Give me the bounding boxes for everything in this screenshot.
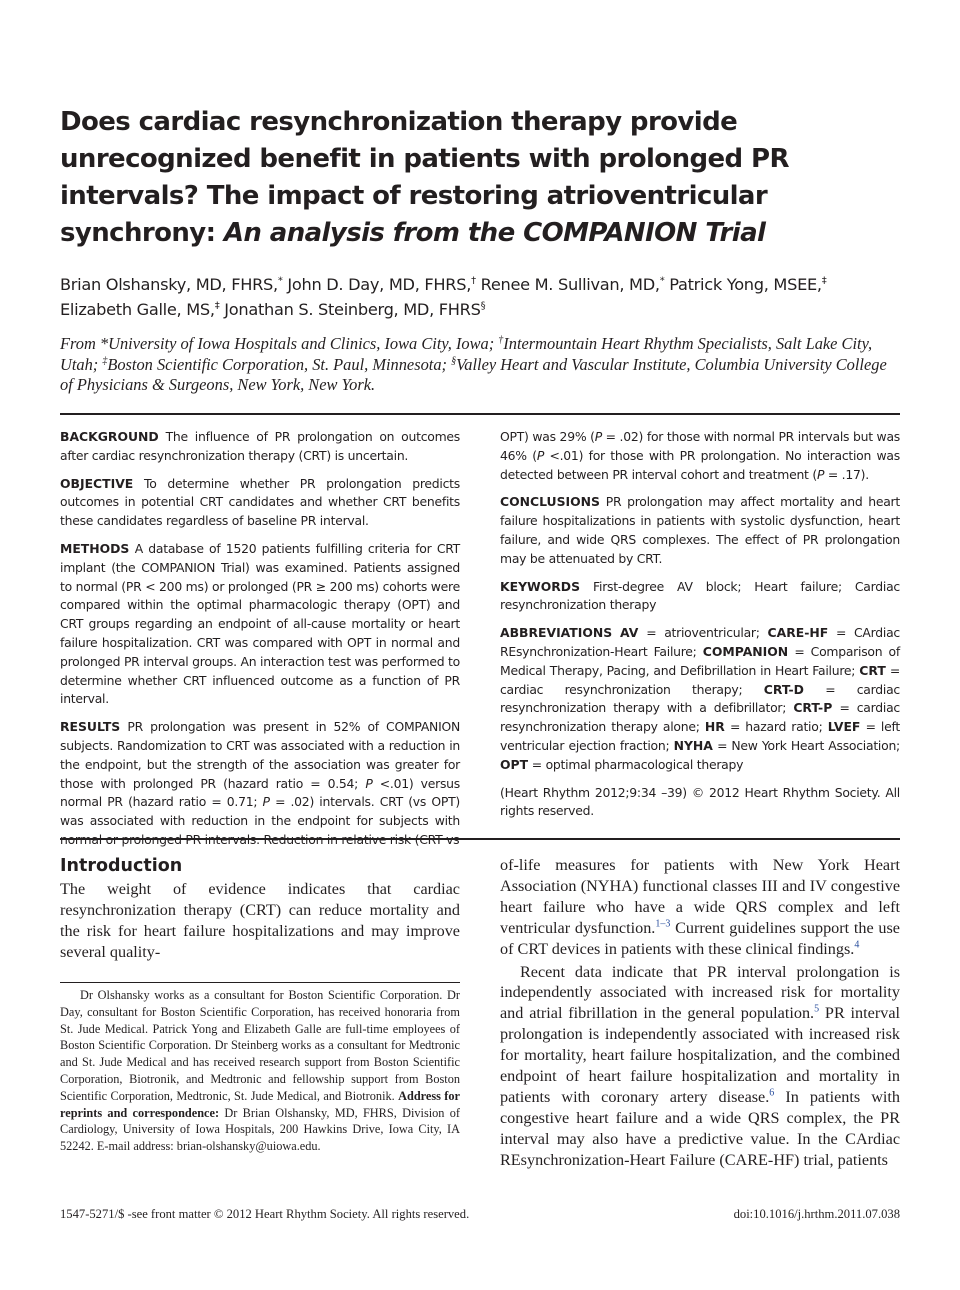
section-head: BACKGROUND — [60, 429, 159, 444]
results-continued — [500, 429, 900, 482]
abstract-right-column — [500, 428, 900, 821]
section-head: KEYWORDS — [500, 578, 580, 594]
abbrev-def: = hazard ratio; — [724, 719, 828, 735]
abstract-objective — [60, 475, 460, 531]
author-disclosure-footnote — [60, 987, 460, 1155]
author-yong: Patrick Yong, MSEE, — [664, 275, 822, 294]
body-text: Recent data indicate that PR interval prolongation is independently associated with increased risk for mortality and atrial fibrillation in the general population. — [500, 962, 900, 1023]
abstract-results-cont — [500, 428, 900, 484]
section-head: OBJECTIVE — [60, 475, 134, 491]
affil-mark: ‡ — [102, 355, 108, 367]
section-text: The influence of PR prolongation on outcomes after cardiac resynchronization therapy (CRT) is uncertain. — [60, 429, 460, 463]
title-italic: An analysis from the COMPANION Trial — [223, 218, 766, 248]
abstract-background — [60, 428, 460, 466]
p-symbol: P — [594, 429, 602, 444]
abstract-top-rule — [60, 413, 900, 415]
author-sullivan: Renee M. Sullivan, MD, — [475, 275, 660, 294]
abbrev-term: CARE-HF — [767, 625, 829, 641]
author-olshansky: Brian Olshansky, MD, FHRS, — [60, 275, 278, 294]
section-heading-introduction: Introduction — [60, 856, 183, 876]
affil-mark: † — [498, 334, 504, 346]
affil-intermountain: Intermountain Heart Rhythm Specialists, Salt Lake City, Utah; — [60, 334, 873, 374]
abstract-abbreviations — [500, 624, 900, 774]
affil-mark: † — [471, 275, 476, 287]
affil-boston: Boston Scientific Corporation, St. Paul, Minnesota; — [107, 354, 452, 374]
section-text: PR prolongation may affect mortality and heart failure hospitalizations in patients with systolic dysfunction, heart failure, and wide QRS complexes. The effect of PR prolongation may be attenuated by CRT. — [500, 494, 900, 566]
abbrev-term: COMPANION — [702, 643, 789, 659]
abbrev-def: = left ventricular ejection fraction; — [500, 719, 900, 753]
affiliations — [60, 334, 890, 396]
reference-link[interactable]: 4 — [854, 939, 860, 951]
intro-paragraph-left: The weight of evidence indicates that cardiac resynchronization therapy (CRT) can reduce mortality and the risk for heart failure hospitalizations and may improve several quality- — [60, 880, 460, 961]
abstract-keywords — [500, 578, 900, 616]
abbrev-def: = atrioventricular; — [638, 625, 768, 641]
abbrev-def: = cardiac resynchronization therapy with a defibrillator; — [500, 681, 900, 716]
abbrev-def: = cardiac resynchronization therapy; — [500, 662, 900, 697]
abbrev-def: = optimal pharmacological therapy — [528, 756, 744, 772]
section-text: <.01) for those with PR prolongation. No interaction was detected between PR interval cohort and treatment ( — [500, 447, 900, 482]
abbrev-def: = CArdiac REsynchronization-Heart Failure; — [500, 625, 900, 659]
abbrev-term: NYHA — [673, 737, 713, 753]
p-symbol: P — [365, 775, 373, 791]
abstract-conclusions — [500, 493, 900, 568]
intro-paragraph-1 — [500, 855, 900, 960]
footnote-text: Dr Brian Olshansky, MD, FHRS, Division of Cardiology, University of Iowa Hospitals, 200 Hawkins Drive, Iowa City, IA 52242. E-mail address: brian-olshansky@uiowa.edu. — [60, 1105, 460, 1154]
section-text: To determine whether PR prolongation predicts outcomes in potential CRT candidates and whether CRT benefits these candidates regardless of baseline PR interval. — [60, 475, 460, 529]
section-text: First-degree AV block; Heart failure; Cardiac resynchronization therapy — [500, 578, 900, 613]
reference-link[interactable]: 5 — [814, 1003, 820, 1015]
affil-mark: § — [480, 300, 486, 312]
abbrev-term: CRT — [859, 662, 886, 678]
abbrev-term: CRT-P — [793, 700, 833, 716]
author-steinberg: Jonathan S. Steinberg, MD, FHRS — [219, 300, 481, 319]
abbrev-term: HR — [704, 719, 725, 735]
abstract-bottom-rule — [60, 838, 900, 840]
author-day: John D. Day, MD, FHRS, — [282, 275, 472, 294]
abstract-results — [60, 718, 460, 850]
body-text: PR interval prolongation is independently associated with increased risk for mortality, heart failure hospitalization, and the combined endpoint of heart failure hospitalization and mortality in patients with coronary artery disease. — [500, 1004, 901, 1106]
abbrev-term: LVEF — [827, 719, 861, 735]
doi-footer: doi:10.1016/j.hrthm.2011.07.038 — [733, 1207, 900, 1221]
intro-paragraph-2 — [500, 962, 900, 1171]
abbrev-def: = New York Heart Association; — [712, 737, 900, 753]
reference-link[interactable]: 1–3 — [655, 918, 671, 930]
citation-line: (Heart Rhythm 2012;9:34 –39) © 2012 Heart Rhythm Society. All rights reserved. — [500, 784, 900, 819]
section-text: = .02) intervals. CRT (vs OPT) was associated with reduction in the endpoint for subjects with — [60, 794, 460, 829]
author-galle: Elizabeth Galle, MS, — [60, 300, 215, 319]
abbrev-term: OPT — [500, 756, 529, 772]
section-text: A database of 1520 patients fulfilling criteria for CRT implant (the COMPANION Trial) was examined. Patients assigned to normal (PR < 200 ms) or prolonged (PR ≥ 200 ms) cohorts were compared within the optimal pharmacologic therapy (OPT) and CRT groups regarding an endpoint of all-cause mortality or heart failure hospitalization. CRT was compared with OPT in normal and prolonged PR interval groups. An interaction test was performed to determine whether CRT influenced outcome as a function of PR interval. — [60, 540, 460, 707]
affil-mark: ‡ — [214, 300, 220, 312]
abbrev-term: AV — [620, 625, 639, 641]
affil-iowa: From *University of Iowa Hospitals and Clinics, Iowa City, Iowa; — [60, 334, 499, 353]
affil-columbia: Valley Heart and Vascular Institute, Columbia University College of Physicians & Surgeons, New York, New York. — [60, 354, 887, 394]
abstract-left-column — [60, 428, 460, 850]
affil-mark: * — [659, 275, 665, 287]
body-text: of-life measures for patients with New York Heart Association (NYHA) functional classes III and IV congestive heart failure who have a wide QRS complex and left ventricular dysfunction. — [500, 856, 900, 937]
intro-right-column — [500, 855, 900, 1171]
p-symbol: P — [262, 794, 270, 810]
section-head: CONCLUSIONS — [500, 494, 600, 510]
section-text: <.01) versus normal PR (hazard ratio = 0.71; — [60, 775, 460, 810]
footnote-rule — [60, 982, 460, 983]
affil-mark: § — [451, 355, 457, 367]
author-list — [60, 272, 910, 322]
copyright-footer: 1547-5271/$ -see front matter © 2012 Heart Rhythm Society. All rights reserved. — [60, 1207, 470, 1221]
abbrev-def: = Comparison of Medical Therapy, Pacing, and Defibrillation in Heart Failure; — [500, 643, 900, 678]
p-symbol: P — [536, 447, 545, 463]
abbrev-def: = cardiac resynchronization therapy alone; — [500, 700, 900, 735]
title-main: Does cardiac resynchronization therapy provide unrecognized benefit in patients with prolonged PR intervals? The impact of restoring atrioventricular synchrony: — [60, 107, 789, 248]
body-text: In patients with congestive heart failure and a wide QRS complex, the PR interval may also have a predictive value. In the CArdiac REsynchronization-Heart Failure (CARE-HF) trial, patients — [500, 1087, 900, 1169]
footnote-bold: Address for reprints and correspondence: — [60, 1088, 460, 1120]
section-text: = .17). — [824, 466, 869, 482]
section-text: = .02) for those with normal PR intervals but was 46% ( — [500, 429, 900, 463]
abbrev-term: CRT-D — [763, 681, 804, 697]
section-text: PR prolongation was present in 52% of COMPANION subjects. Randomization to CRT was associated with a reduction in the endpoint, but the strength of the association was greater for those with prolonged PR (hazard ratio = 0.54; — [60, 719, 460, 791]
footnote-text: Dr Olshansky works as a consultant for Boston Scientific Corporation. Dr Day, consultant for Boston Scientific Corporation, has received honoraria from St. Jude Medical. Patrick Yong and Elizabeth Galle are full-time employees of Boston Scientific Corporation. Dr Steinberg works as a consultant for Medtronic and St. Jude Medical and has received research support from Boston Scientific Corporation, Biotronik, and Medtronic and fellowship support from Boston Scientific Corporation, Medtronic, St. Jude Medical, and Biotronik. — [60, 988, 460, 1103]
affil-mark: ‡ — [821, 275, 827, 287]
affil-mark: * — [277, 275, 283, 287]
reference-link[interactable]: 6 — [769, 1087, 775, 1099]
section-head: RESULTS — [60, 719, 121, 735]
section-head: METHODS — [60, 540, 130, 556]
article-title — [60, 104, 900, 252]
p-symbol: P — [816, 466, 825, 482]
body-text: Current guidelines support the use of CRT devices in patients with these clinical findings. — [500, 918, 900, 958]
section-text: OPT) was 29% ( — [500, 429, 595, 444]
section-head: ABBREVIATIONS — [500, 625, 613, 641]
abstract-methods — [60, 540, 460, 709]
